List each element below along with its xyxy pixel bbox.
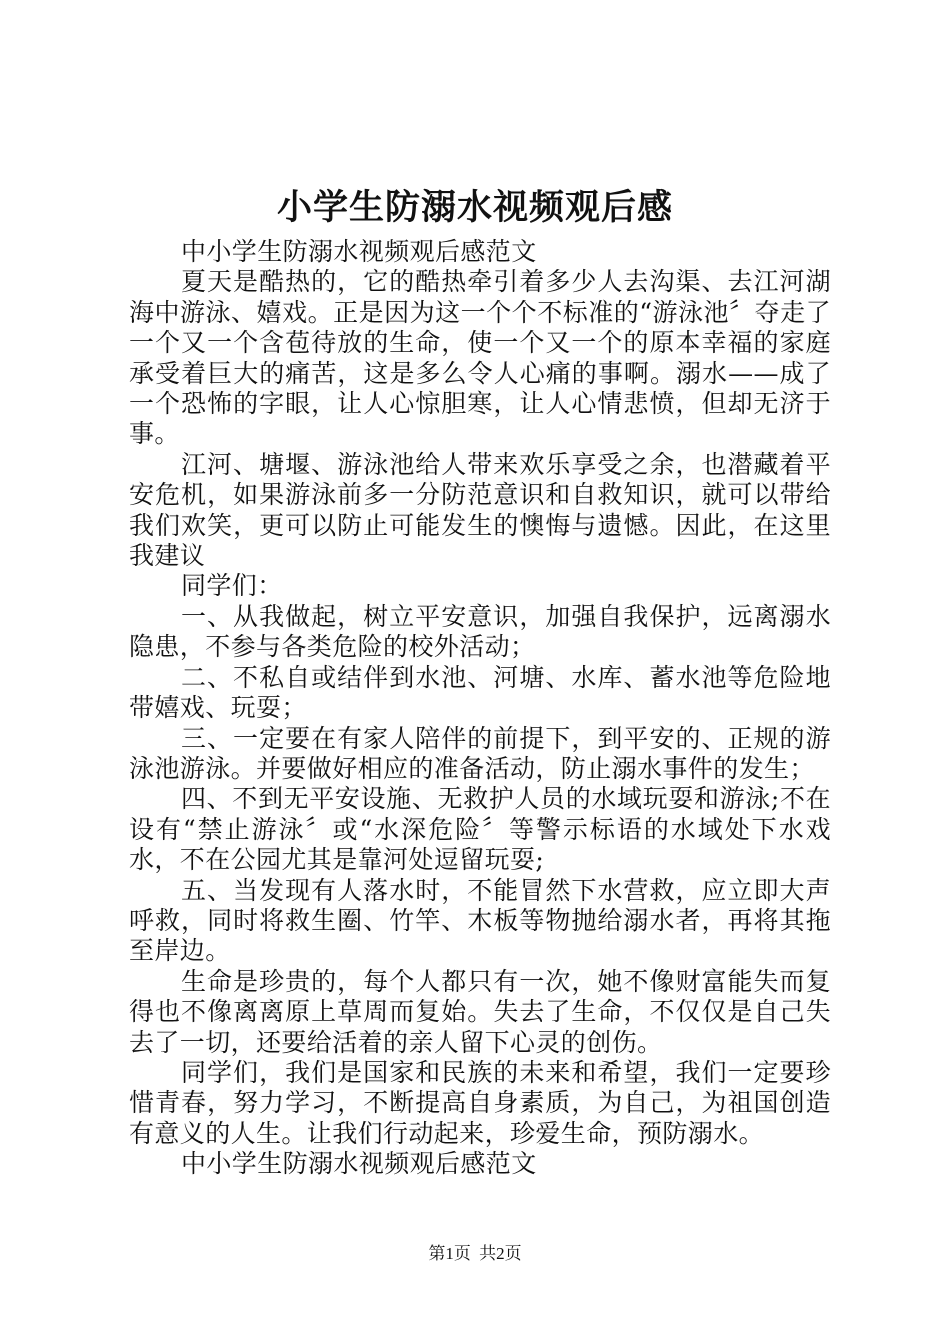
page-footer	[0, 1242, 950, 1266]
paragraph-subtitle: 中小学生防溺水视频观后感范文	[181, 237, 537, 266]
paragraph-summer-intro: 夏天是酷热的，它的酷热牵引着多少人去沟渠、去江河湖海中游泳、嬉戏。正是因为这一个个不标准的“游泳池〞夺走了一个又一个含苞待放的生命，使一个又一个的原本幸福的家庭承受着巨大的痛苦，这是多么令人心痛的事啊。溺水——成了一个恐怖的字眼，让人心惊胆寒，让人心情悲愤，但却无济于事。	[129, 267, 831, 449]
paragraph-rule-5: 五、当发现有人落水时，不能冒然下水营救，应立即大声呼救，同时将救生圈、竹竿、木板等物抛给溺水者，再将其拖至岸边。	[129, 875, 831, 966]
page-total: 共2页	[479, 1244, 522, 1263]
paragraph-life-precious: 生命是珍贵的，每个人都只有一次，她不像财富能失而复得也不像离离原上草周而复始。失去了生命，不仅仅是自己失去了一切，还要给活着的亲人留下心灵的创伤。	[129, 966, 831, 1057]
paragraph-conclusion: 同学们，我们是国家和民族的未来和希望，我们一定要珍惜青春，努力学习，不断提高自身素质，为自己，为祖国创造有意义的人生。让我们行动起来，珍爱生命，预防溺水。	[129, 1057, 831, 1148]
page-number: 第1页	[428, 1244, 471, 1263]
paragraph-salutation: 同学们：	[181, 571, 283, 601]
paragraph-next-subtitle: 中小学生防溺水视频观后感范文	[181, 1149, 537, 1179]
paragraph-rule-4: 四、不到无平安设施、无救护人员的水域玩耍和游泳;不在设有“禁止游泳〞或“水深危险〞等警示标语的水域处下水戏水，不在公园尤其是靠河处逗留玩耍;	[129, 784, 831, 875]
paragraph-danger-warning: 江河、塘堰、游泳池给人带来欢乐享受之余，也潜藏着平安危机，如果游泳前多一分防范意识和自救知识，就可以带给我们欢笑，更可以防止可能发生的懊悔与遗憾。因此，在这里我建议	[129, 449, 831, 571]
paragraph-rule-2: 二、不私自或结伴到水池、河塘、水库、蓄水池等危险地带嬉戏、玩耍；	[129, 662, 831, 723]
paragraph-rule-3: 三、一定要在有家人陪伴的前提下，到平安的、正规的游泳池游泳。并要做好相应的准备活动，防止溺水事件的发生；	[129, 723, 831, 783]
page-title: 小学生防溺水视频观后感	[276, 187, 673, 228]
paragraph-rule-1: 一、从我做起，树立平安意识，加强自我保护，远离溺水隐患，不参与各类危险的校外活动；	[129, 601, 831, 662]
document-body	[129, 237, 831, 1180]
